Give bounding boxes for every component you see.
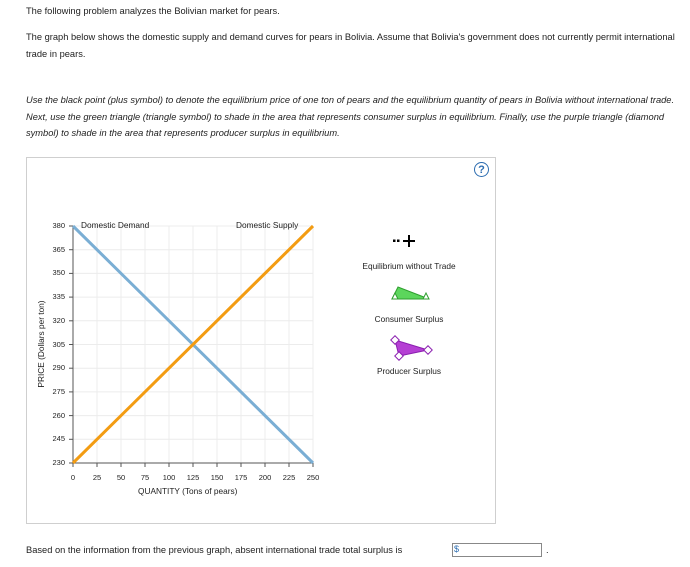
y-tick-label: 245	[52, 434, 65, 444]
help-icon[interactable]: ?	[474, 162, 489, 177]
green-triangle-tool-label: Consumer Surplus	[374, 314, 444, 324]
y-tick-label: 305	[52, 339, 65, 349]
y-tick-label: 335	[52, 292, 65, 302]
supply-demand-chart[interactable]	[26, 157, 496, 524]
currency-symbol: $	[454, 544, 460, 554]
problem-description: The graph below shows the domestic supply and demand curves for pears in Bolivia. Assume that Bolivia's government does not currently permit international trade in pears.	[26, 32, 675, 59]
x-tick-label: 150	[210, 473, 224, 482]
domestic-demand-label: Domestic Demand	[81, 220, 150, 230]
plus-point-icon[interactable]	[393, 235, 415, 247]
intro-text: The following problem analyzes the Bolivian market for pears.	[26, 6, 280, 16]
x-tick-label: 200	[258, 473, 272, 482]
y-tick-label: 365	[52, 244, 65, 254]
instructions-text: Use the black point (plus symbol) to denote the equilibrium price of one ton of pears and the equilibrium quantity of pears in Bolivia without international trade. Next, use the green triangle (triangle symbol) to shade in the area that represents consumer surplus in equilibrium. Finally, use the purple triangle (diamond symbol) to shade in the area that represents producer surplus in equilibrium.	[26, 95, 675, 138]
purple-diamond-icon[interactable]	[391, 336, 432, 360]
x-tick-label: 225	[282, 473, 296, 482]
green-triangle-icon[interactable]	[392, 287, 429, 299]
total-surplus-input[interactable]	[452, 543, 542, 557]
y-tick-label: 275	[52, 386, 65, 396]
x-tick-label: 50	[116, 473, 126, 482]
domestic-supply-label: Domestic Supply	[236, 220, 299, 230]
tool-palette[interactable]	[391, 235, 432, 360]
purple-diamond-tool-label: Producer Surplus	[376, 366, 442, 376]
x-tick-label: 250	[306, 473, 320, 482]
y-tick-label: 260	[52, 410, 65, 420]
question-text: Based on the information from the previous graph, absent international trade total surplus is	[26, 545, 403, 555]
y-tick-label: 320	[52, 315, 65, 325]
plus-point-tool-label: Equilibrium without Trade	[362, 261, 456, 271]
x-tick-label: 25	[92, 473, 102, 482]
y-tick-label: 380	[52, 221, 65, 230]
y-tick-label: 350	[52, 268, 65, 278]
y-tick-label: 230	[52, 458, 65, 467]
x-axis-label: QUANTITY (Tons of pears)	[138, 486, 238, 496]
x-tick-label: 75	[140, 473, 150, 482]
x-tick-label: 100	[162, 473, 176, 482]
y-axis-label: PRICE (Dollars per ton)	[36, 300, 46, 388]
x-tick-label: 0	[70, 473, 76, 482]
y-tick-label: 290	[52, 363, 65, 373]
x-tick-label: 125	[186, 473, 200, 482]
question-suffix: .	[546, 545, 549, 555]
x-tick-label: 175	[234, 473, 248, 482]
